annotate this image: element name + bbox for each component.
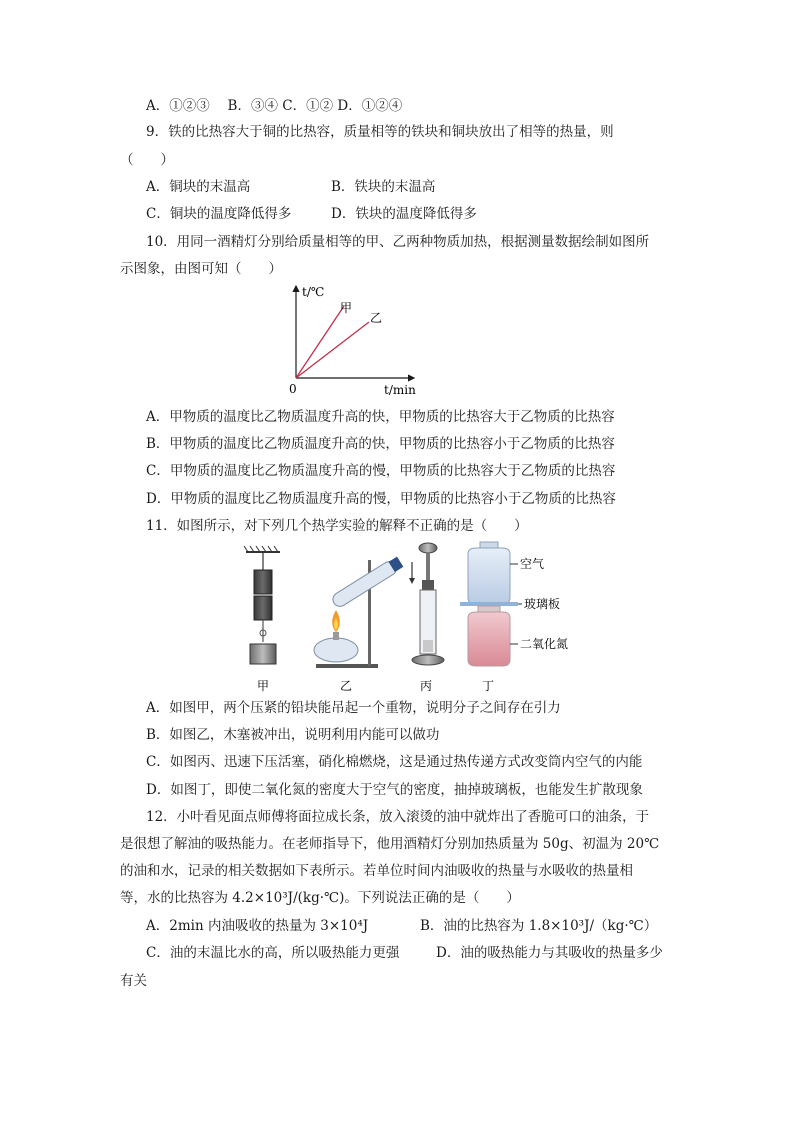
q9-stem-line1: 9．铁的比热容大于铜的比热容，质量相等的铁块和铜块放出了相等的热量，则 <box>146 124 614 140</box>
q10-option-a: A．甲物质的温度比乙物质温度升高的快，甲物质的比热容大于乙物质的比热容 <box>146 409 615 425</box>
q9-option-c: C．铜块的温度降低得多 <box>146 206 292 222</box>
q10-graph <box>282 282 422 402</box>
q12-option-c: C．油的末温比水的高，所以吸热能力更强 <box>146 945 400 961</box>
q11-option-b: B．如图乙，木塞被冲出，说明利用内能可以做功 <box>146 727 440 743</box>
q11-option-c: C．如图丙、迅速下压活塞，硝化棉燃烧，这是通过热传递方式改变筒内空气的内能 <box>146 754 643 770</box>
q10-option-b: B．甲物质的温度比乙物质温度升高的快，甲物质的比热容小于乙物质的比热容 <box>146 436 615 452</box>
q11-stem: 11．如图所示，对下列几个热学实验的解释不正确的是（ ） <box>146 518 528 534</box>
fig-label-jia: 甲 <box>257 679 270 693</box>
q12-option-d-continued: 有关 <box>120 973 147 989</box>
x-axis-label: t/min <box>384 383 416 397</box>
figure-yi-test-tube-heating <box>314 556 404 668</box>
line-yi <box>296 322 369 378</box>
fig-ding-label-glass: 玻璃板 <box>524 597 561 611</box>
line-jia <box>296 306 344 378</box>
q9-option-a: A．铜块的末温高 <box>146 179 251 195</box>
q9-option-d: D．铁块的温度降低得多 <box>331 206 477 222</box>
q12-option-a: A．2min 内油吸收的热量为 3×10⁴J <box>146 918 369 934</box>
y-axis-label: t/℃ <box>302 285 325 299</box>
q12-stem-line4: 等，水的比热容为 4.2×10³J/(kg·℃)。下列说法正确的是（ ） <box>120 890 520 906</box>
line-yi-label: 乙 <box>370 311 383 325</box>
figure-ding-gas-bottles <box>460 542 522 666</box>
q11-option-d: D．如图丁，即使二氧化氮的密度大于空气的密度，抽掉玻璃板，也能发生扩散现象 <box>146 782 643 798</box>
figure-bing-compression-cylinder <box>409 543 444 665</box>
q9-option-b: B．铁块的末温高 <box>331 179 436 195</box>
figure-jia-lead-blocks <box>244 546 280 664</box>
q10-stem-line2: 示图象，由图可知（ ） <box>120 261 282 277</box>
fig-label-ding: 丁 <box>482 679 495 693</box>
line-jia-label: 甲 <box>340 301 353 315</box>
fig-ding-label-air: 空气 <box>520 557 545 571</box>
q12-stem-line1: 12．小叶看见面点师傅将面拉成长条，放入滚烫的油中就炸出了香脆可口的油条，于 <box>146 809 650 825</box>
q9-stem-line2: （ ） <box>120 152 174 168</box>
q11-figures <box>240 540 580 695</box>
q10-option-c: C．甲物质的温度比乙物质温度升高的慢，甲物质的比热容大于乙物质的比热容 <box>146 463 616 479</box>
q10-stem-line1: 10．用同一酒精灯分别给质量相等的甲、乙两种物质加热，根据测量数据绘制如图所 <box>146 234 650 250</box>
q12-stem-line2: 是很想了解油的吸热能力。在老师指导下，他用酒精灯分别加热质量为 50g、初温为 20℃ <box>120 836 660 852</box>
q11-option-a: A．如图甲，两个压紧的铅块能吊起一个重物，说明分子之间存在引力 <box>146 700 561 716</box>
fig-label-bing: 丙 <box>420 679 433 693</box>
q10-option-d: D．甲物质的温度比乙物质温度升高的慢，甲物质的比热容小于乙物质的比热容 <box>146 491 616 507</box>
fig-ding-label-no2: 二氧化氮 <box>520 637 569 651</box>
q12-option-d: D．油的吸热能力与其吸收的热量多少 <box>436 945 663 961</box>
origin-label: 0 <box>289 382 297 396</box>
q12-stem-line3: 的油和水，记录的相关数据如下表所示。若单位时间内油吸收的热量与水吸收的热量相 <box>120 863 633 879</box>
fig-label-yi: 乙 <box>340 679 353 693</box>
q12-option-b: B．油的比热容为 1.8×10³J/（kg·℃） <box>420 918 658 934</box>
q8-options: A．①②③ B．③④ C．①② D．①②④ <box>146 98 403 114</box>
